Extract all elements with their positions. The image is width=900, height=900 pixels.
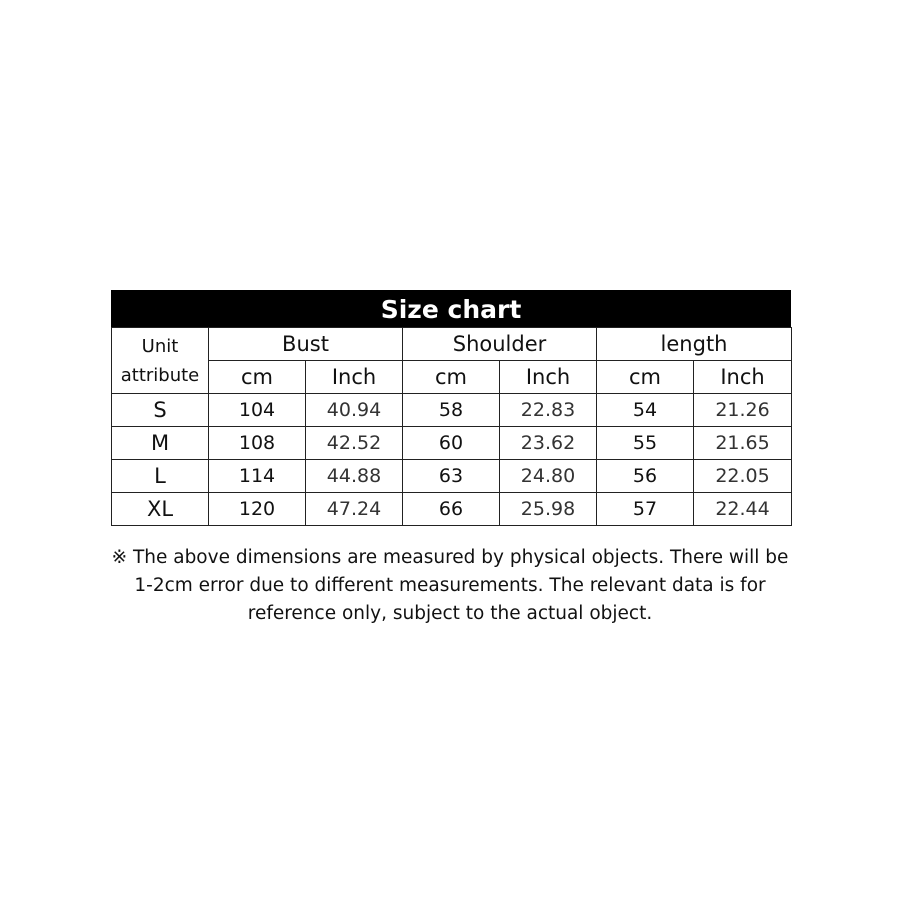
unit-label: Unit bbox=[141, 335, 179, 357]
table-cell: 47.24 bbox=[306, 493, 403, 526]
table-row bbox=[112, 427, 792, 460]
header-row-groups bbox=[112, 328, 792, 361]
table-cell: 21.26 bbox=[694, 394, 792, 427]
measurement-note bbox=[100, 544, 800, 628]
table-cell: 40.94 bbox=[306, 394, 403, 427]
size-label: M bbox=[112, 427, 209, 460]
table-cell: 55 bbox=[597, 427, 694, 460]
table-cell: 56 bbox=[597, 460, 694, 493]
table-cell: 57 bbox=[597, 493, 694, 526]
attribute-label: attribute bbox=[120, 364, 200, 386]
unit-header: Inch bbox=[694, 361, 792, 394]
size-table bbox=[111, 327, 792, 526]
table-cell: 120 bbox=[209, 493, 306, 526]
table-cell: 66 bbox=[403, 493, 500, 526]
table-cell: 104 bbox=[209, 394, 306, 427]
table-cell: 44.88 bbox=[306, 460, 403, 493]
note-line: reference only, subject to the actual object. bbox=[247, 603, 653, 624]
table-cell: 54 bbox=[597, 394, 694, 427]
note-line: ※ The above dimensions are measured by physical objects. There will be bbox=[111, 547, 789, 568]
unit-header: cm bbox=[403, 361, 500, 394]
table-cell: 60 bbox=[403, 427, 500, 460]
table-cell: 25.98 bbox=[500, 493, 597, 526]
table-cell: 22.44 bbox=[694, 493, 792, 526]
unit-header: Inch bbox=[500, 361, 597, 394]
table-row bbox=[112, 394, 792, 427]
table-cell: 108 bbox=[209, 427, 306, 460]
chart-title: Size chart bbox=[111, 290, 791, 327]
size-label: XL bbox=[112, 493, 209, 526]
unit-header: cm bbox=[209, 361, 306, 394]
size-label: L bbox=[112, 460, 209, 493]
table-cell: 114 bbox=[209, 460, 306, 493]
table-cell: 42.52 bbox=[306, 427, 403, 460]
table-cell: 21.65 bbox=[694, 427, 792, 460]
table-cell: 22.83 bbox=[500, 394, 597, 427]
header-row-units bbox=[112, 361, 792, 394]
size-label: S bbox=[112, 394, 209, 427]
table-row bbox=[112, 460, 792, 493]
group-header-shoulder: Shoulder bbox=[403, 328, 597, 361]
table-cell: 23.62 bbox=[500, 427, 597, 460]
table-row bbox=[112, 493, 792, 526]
unit-header: Inch bbox=[306, 361, 403, 394]
table-cell: 24.80 bbox=[500, 460, 597, 493]
note-line: 1-2cm error due to different measurements. The relevant data is for bbox=[134, 575, 766, 596]
table-cell: 22.05 bbox=[694, 460, 792, 493]
unit-header: cm bbox=[597, 361, 694, 394]
size-chart bbox=[111, 290, 791, 526]
table-cell: 63 bbox=[403, 460, 500, 493]
group-header-length: length bbox=[597, 328, 792, 361]
table-cell: 58 bbox=[403, 394, 500, 427]
group-header-bust: Bust bbox=[209, 328, 403, 361]
unit-attribute-header bbox=[112, 328, 209, 394]
